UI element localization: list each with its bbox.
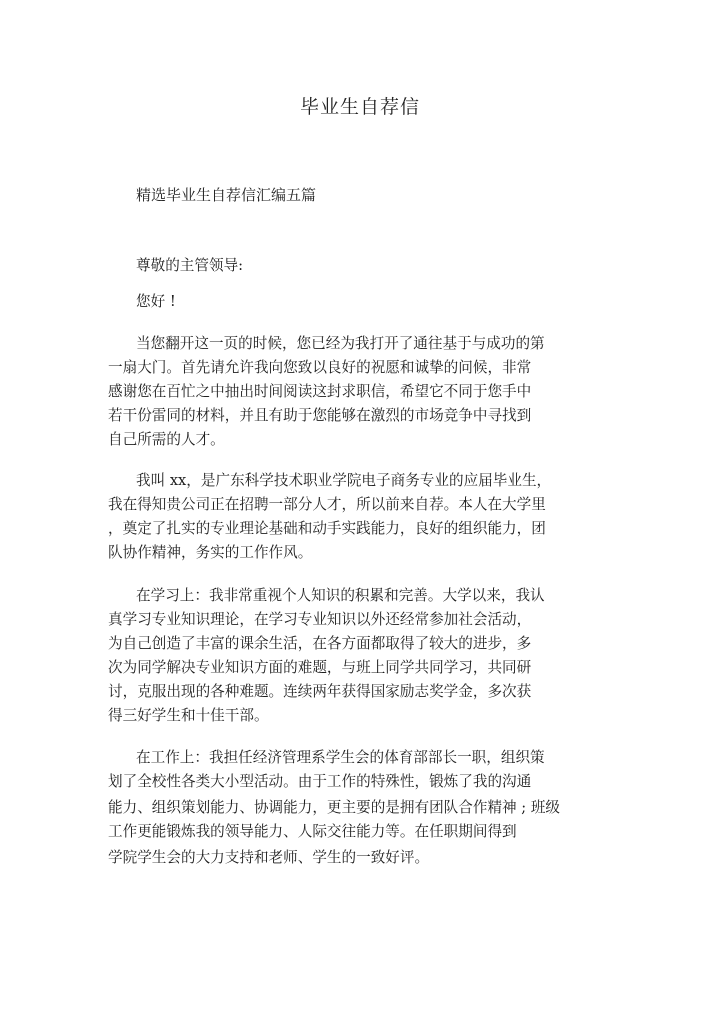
paragraph-3-line-2: 真学习专业知识理论，在学习专业知识以外还经常参加社会活动， xyxy=(108,611,532,628)
paragraph-4-line-5: 学院学生会的大力支持和老师、学生的一致好评。 xyxy=(108,849,430,866)
greeting: 您好 ! xyxy=(136,293,176,310)
paragraph-2-line-3: ，奠定了扎实的专业理论基础和动手实践能力，良好的组织能力，团 xyxy=(108,520,546,537)
paragraph-1-line-1: 当您翻开这一页的时候，您已经为我打开了通往基于与成功的第 xyxy=(136,335,545,352)
paragraph-2-line-4: 队协作精神，务实的工作作风。 xyxy=(108,544,313,561)
paragraph-1-line-4: 若干份雷同的材料，并且有助于您能够在激烈的市场竞争中寻找到 xyxy=(108,407,532,424)
paragraph-3-line-5: 讨，克服出现的各种难题。连续两年获得国家励志奖学金，多次获 xyxy=(108,683,532,700)
paragraph-1-line-5: 自己所需的人才。 xyxy=(108,431,225,448)
paragraph-4-line-3: 能力、组织策划能力、协调能力，更主要的是拥有团队合作精神 ; 班级 xyxy=(108,799,561,816)
paragraph-3-line-3: 为自己创造了丰富的课余生活，在各方面都取得了较大的进步，多 xyxy=(108,635,532,652)
paragraph-4-line-2: 划了全校性各类大小型活动。由于工作的特殊性，锻炼了我的沟通 xyxy=(108,773,532,790)
paragraph-3-line-4: 次为同学解决专业知识方面的难题，与班上同学共同学习，共同研 xyxy=(108,659,532,676)
salutation: 尊敬的主管领导: xyxy=(136,257,244,274)
paragraph-3-line-6: 得三好学生和十佳干部。 xyxy=(108,707,269,724)
paragraph-3-line-1: 在学习上：我非常重视个人知识的积累和完善。大学以来，我认 xyxy=(136,587,545,604)
paragraph-2-line-2: 我在得知贵公司正在招聘一部分人才，所以前来自荐。本人在大学里 xyxy=(108,496,546,513)
document-subtitle: 精选毕业生自荐信汇编五篇 xyxy=(136,186,317,204)
paragraph-4-line-1: 在工作上：我担任经济管理系学生会的体育部部长一职，组织策 xyxy=(136,749,545,766)
document-title: 毕业生自荐信 xyxy=(299,96,420,118)
paragraph-4-line-4: 工作更能锻炼我的领导能力、人际交往能力等。在任职期间得到 xyxy=(108,823,517,840)
paragraph-1-line-2: 一扇大门。首先请允许我向您致以良好的祝愿和诚挚的问候，非常 xyxy=(108,359,532,376)
paragraph-1-line-3: 感谢您在百忙之中抽出时间阅读这封求职信，希望它不同于您手中 xyxy=(108,383,532,400)
paragraph-2-line-1: 我叫 xx，是广东科学技术职业学院电子商务专业的应届毕业生， xyxy=(136,472,552,489)
